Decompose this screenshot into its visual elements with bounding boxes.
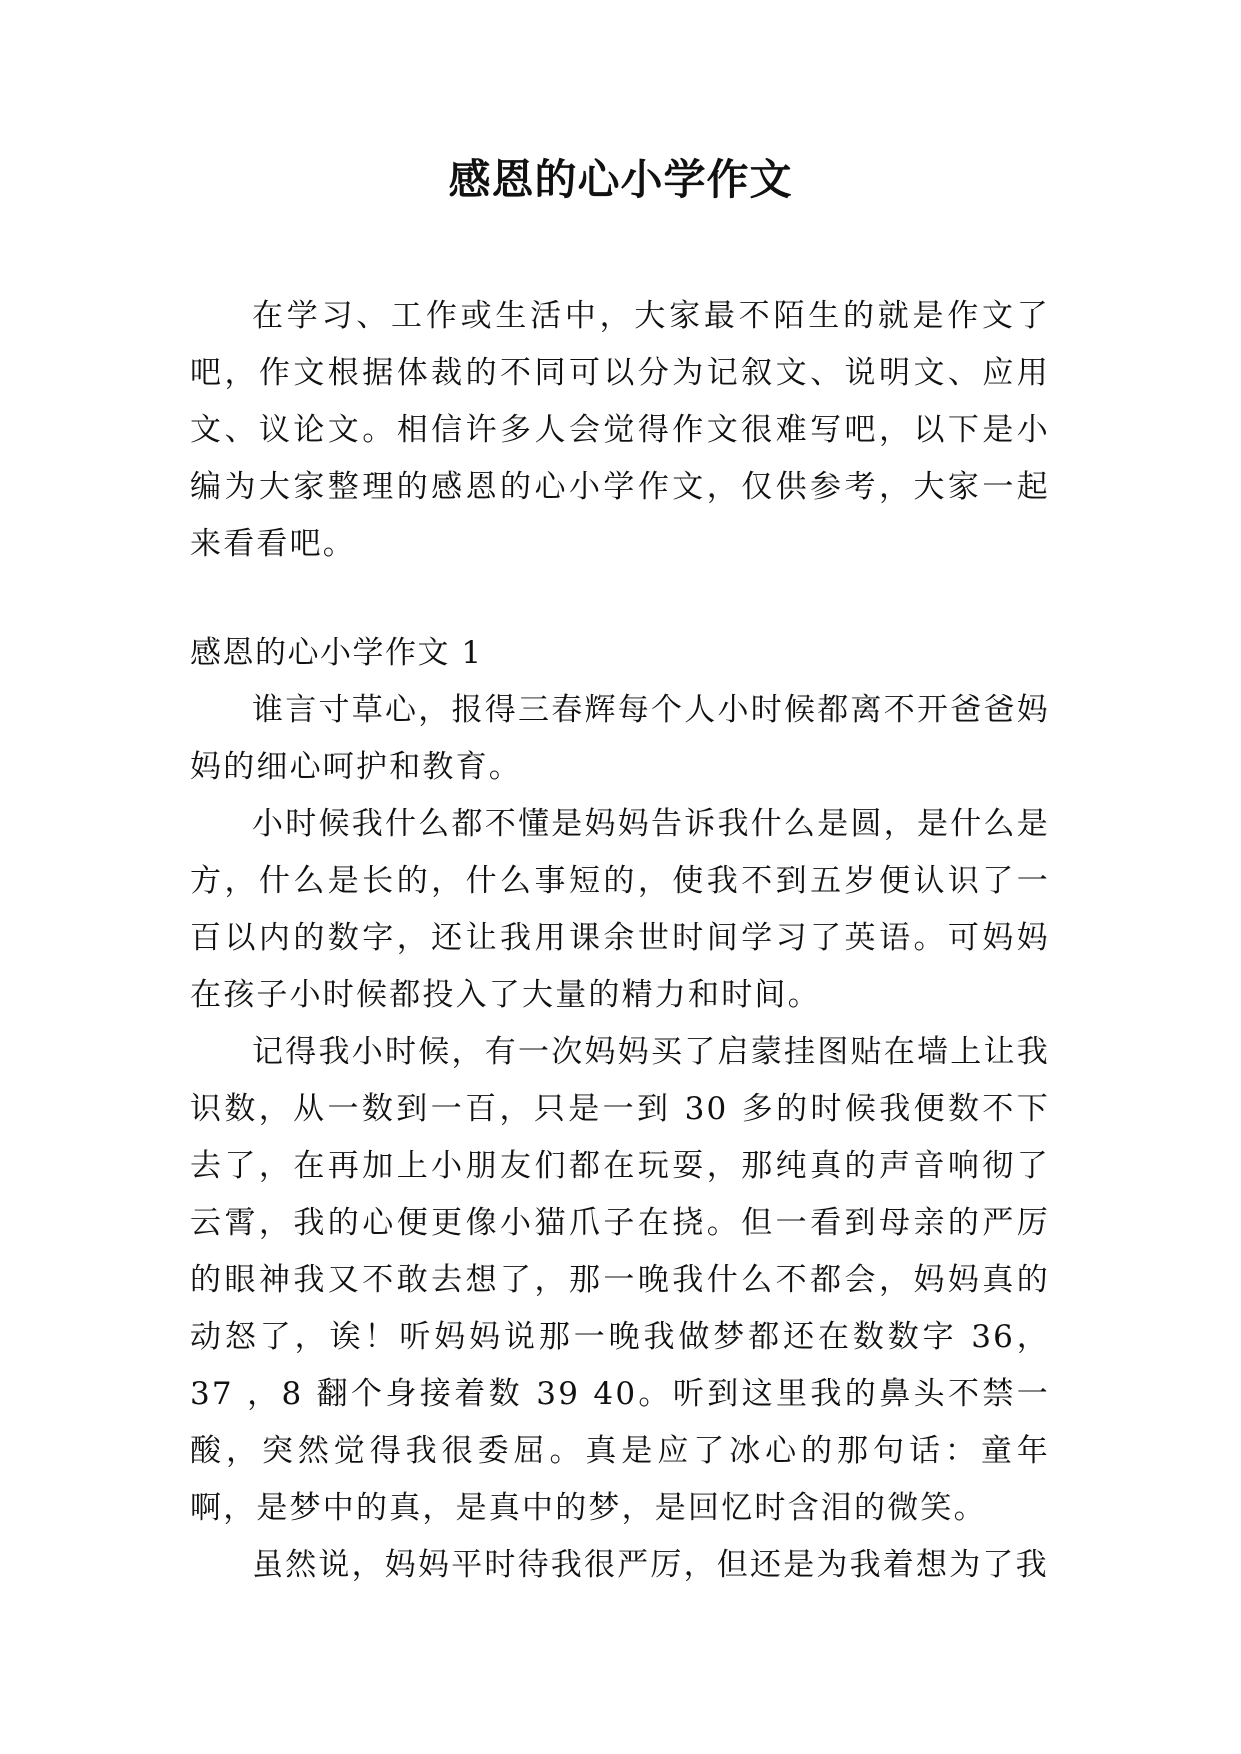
section-heading: 感恩的心小学作文 1 (190, 635, 483, 671)
document-body (190, 288, 1050, 1594)
body-paragraph: 虽然说，妈妈平时待我很严厉，但还是为我着想为了我 (252, 1547, 1049, 1583)
body-paragraph: 记得我小时候，有一次妈妈买了启蒙挂图贴在墙上让我识数，从一数到一百，只是一到 30 多的时候我便数不下去了，在再加上小朋友们都在玩耍，那纯真的声音响彻了云霄，我的心便更像小猫爪子在挠。但一看到母亲的严厉的眼神我又不敢去想了，那一晚我什么不都会，妈妈真的动怒了，诶！听妈妈说那一晚我做梦都还在数数字 36，37 ，8 翻个身接着数 39 40。听到这里我的鼻头不禁一酸，突然觉得我很委屈。真是应了冰心的那句话：童年啊，是梦中的真，是真中的梦，是回忆时含泪的微笑。 (190, 1034, 1050, 1526)
intro-paragraph: 在学习、工作或生活中，大家最不陌生的就是作文了吧，作文根据体裁的不同可以分为记叙文、说明文、应用文、议论文。相信许多人会觉得作文很难写吧，以下是小编为大家整理的感恩的心小学作文，仅供参考，大家一起来看看吧。 (190, 298, 1050, 562)
document-title: 感恩的心小学作文 (448, 155, 793, 204)
body-paragraph: 谁言寸草心，报得三春辉每个人小时候都离不开爸爸妈妈的细心呵护和教育。 (190, 692, 1050, 785)
body-paragraph: 小时候我什么都不懂是妈妈告诉我什么是圆，是什么是方，什么是长的，什么事短的，使我不到五岁便认识了一百以内的数字，还让我用课余世时间学习了英语。可妈妈在孩子小时候都投入了大量的精力和时间。 (190, 806, 1050, 1013)
